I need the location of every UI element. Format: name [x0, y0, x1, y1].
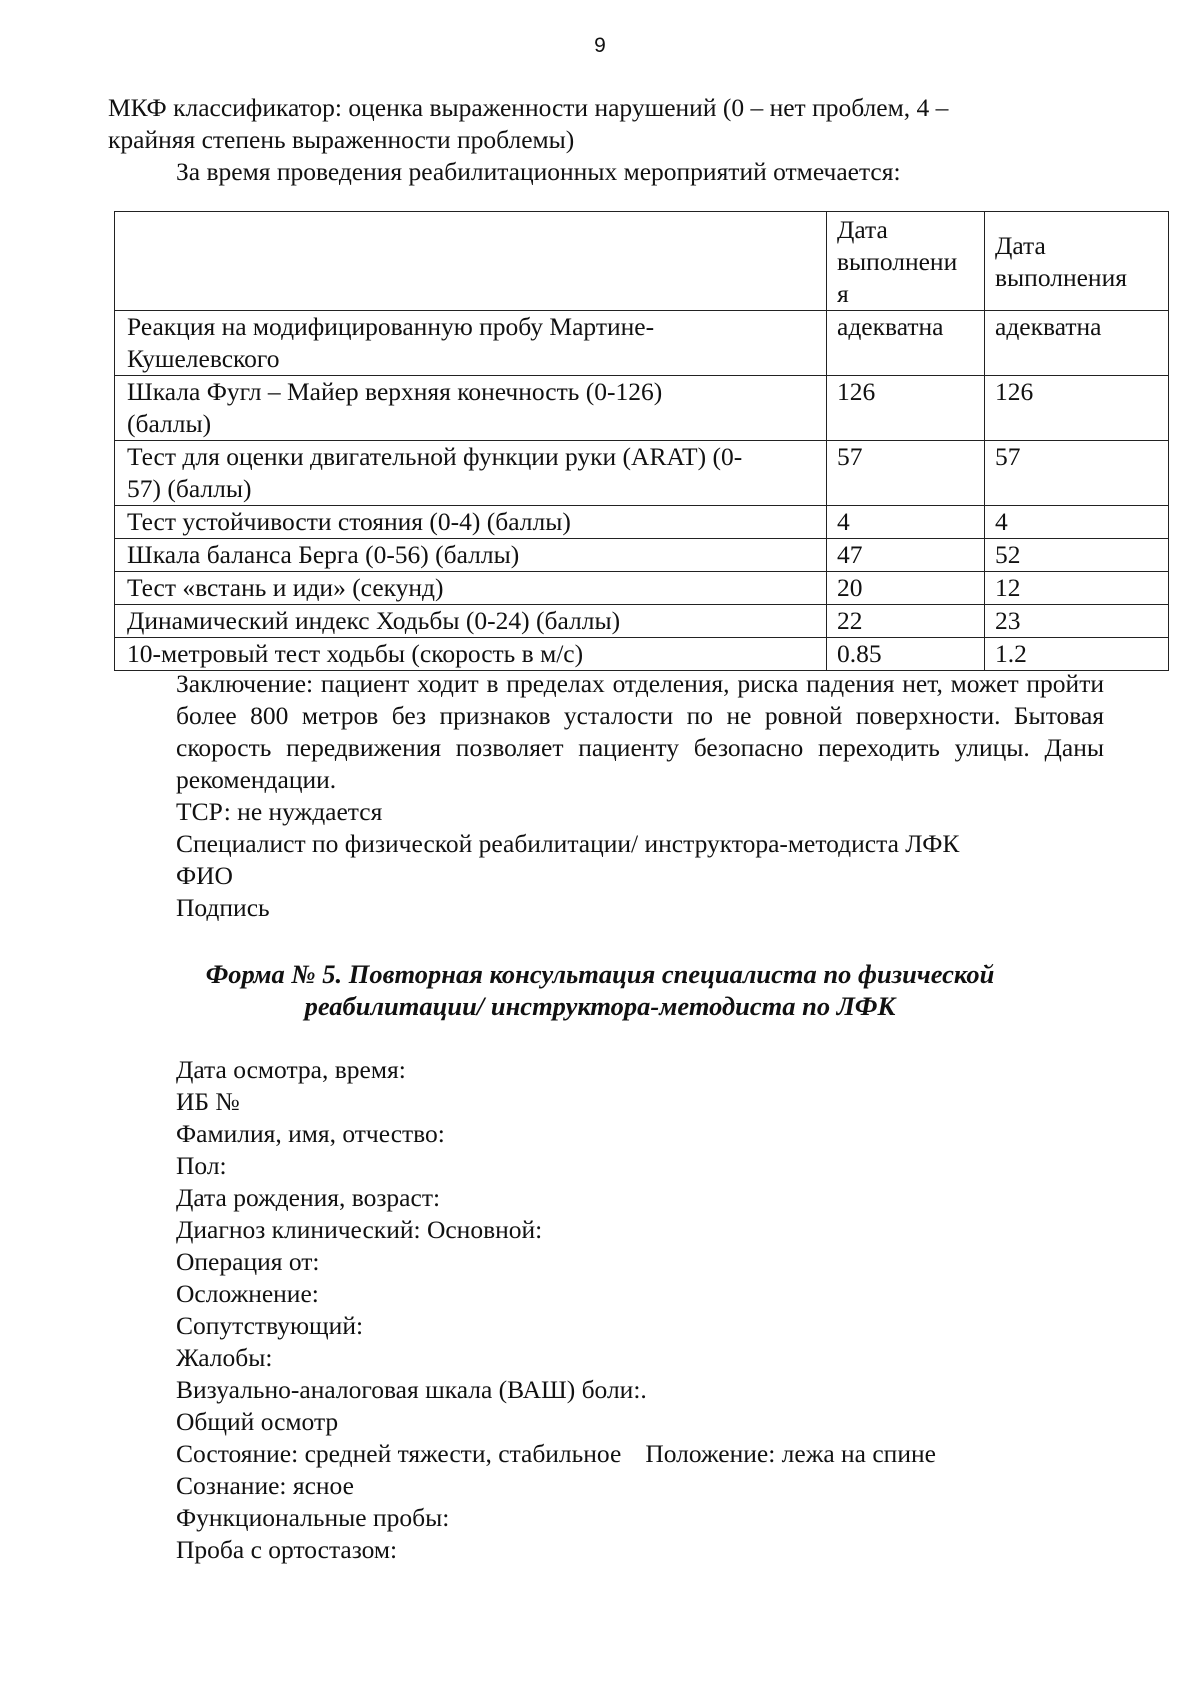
specialist-line: Специалист по физической реабилитации/ инструктора-методиста ЛФК — [176, 829, 960, 858]
row-value-2: 23 — [985, 605, 1169, 638]
row-value-2: 52 — [985, 539, 1169, 572]
signature-line: Подпись — [176, 893, 270, 922]
field-diagnosis: Диагноз клинический: Основной: — [176, 1215, 543, 1244]
header-text: Дата — [995, 231, 1046, 260]
field-sex: Пол: — [176, 1151, 227, 1180]
field-operation: Операция от: — [176, 1247, 320, 1276]
table-row — [115, 441, 1169, 506]
row-value-2: 4 — [985, 506, 1169, 539]
row-label: Динамический индекс Ходьбы (0-24) (баллы) — [115, 605, 827, 638]
field-general-exam: Общий осмотр — [176, 1407, 339, 1436]
row-label: Тест устойчивости стояния (0-4) (баллы) — [115, 506, 827, 539]
row-label — [115, 311, 827, 376]
row-label-text: (баллы) — [127, 409, 212, 438]
header-text: выполнени — [837, 247, 958, 276]
field-concomitant: Сопутствующий: — [176, 1311, 364, 1340]
form-title-line-1: Форма № 5. Повторная консультация специалиста по физической — [205, 959, 995, 989]
row-label-text: Кушелевского — [127, 344, 280, 373]
field-consciousness: Сознание: ясное — [176, 1471, 354, 1500]
row-label: 10-метровый тест ходьбы (скорость в м/с) — [115, 638, 827, 671]
field-state-row — [176, 1438, 936, 1470]
row-value-1: 47 — [827, 539, 985, 572]
intro-line-2: крайняя степень выраженности проблемы) — [108, 125, 575, 154]
row-value-1: 22 — [827, 605, 985, 638]
intro-line-1: МКФ классификатор: оценка выраженности нарушений (0 – нет проблем, 4 – — [108, 93, 949, 122]
row-label-text: Реакция на модифицированную пробу Мартине- — [127, 312, 655, 341]
row-value-2: 12 — [985, 572, 1169, 605]
header-empty-cell — [115, 212, 827, 311]
field-orthostasis: Проба с ортостазом: — [176, 1535, 398, 1564]
row-value-1: 57 — [827, 441, 985, 506]
intro-line-3: За время проведения реабилитационных мероприятий отмечается: — [176, 157, 901, 186]
field-exam-date: Дата осмотра, время: — [176, 1055, 406, 1084]
table-row — [115, 572, 1169, 605]
row-label — [115, 376, 827, 441]
tsr-line: ТСР: не нуждается — [176, 797, 383, 826]
row-value-2: 57 — [985, 441, 1169, 506]
field-ib: ИБ № — [176, 1087, 240, 1116]
header-date-col-1 — [827, 212, 985, 311]
header-text: Дата — [837, 215, 888, 244]
fio-line: ФИО — [176, 861, 233, 890]
row-value-1: 4 — [827, 506, 985, 539]
row-label-text: 57) (баллы) — [127, 474, 252, 503]
table-row — [115, 376, 1169, 441]
field-complaints: Жалобы: — [176, 1343, 273, 1372]
row-label-text: Тест для оценки двигательной функции руки (ARAT) (0- — [127, 442, 743, 471]
table-row — [115, 539, 1169, 572]
row-value-1: 0.85 — [827, 638, 985, 671]
row-value-2: адекватна — [985, 311, 1169, 376]
row-value-1: 126 — [827, 376, 985, 441]
row-value-2: 1.2 — [985, 638, 1169, 671]
table-row — [115, 311, 1169, 376]
table-header-row — [115, 212, 1169, 311]
header-text: я — [837, 279, 849, 308]
header-date-col-2 — [985, 212, 1169, 311]
row-label: Тест «встань и иди» (секунд) — [115, 572, 827, 605]
row-label: Шкала баланса Берга (0-56) (баллы) — [115, 539, 827, 572]
row-label-text: Шкала Фугл – Майер верхняя конечность (0-126) — [127, 377, 663, 406]
field-name: Фамилия, имя, отчество: — [176, 1119, 445, 1148]
table-row — [115, 506, 1169, 539]
header-text: выполнения — [995, 263, 1127, 292]
row-value-1: адекватна — [827, 311, 985, 376]
conclusion-paragraph: Заключение: пациент ходит в пределах отделения, риска падения нет, может пройти более 800 метров без признаков усталости по не ровной поверхности. Бытовая скорость передвижения позволяет пациенту безопасно переходить улицы. Даны рекомендации. — [176, 669, 1104, 794]
rehab-results-table — [114, 211, 1169, 671]
field-birth: Дата рождения, возраст: — [176, 1183, 441, 1212]
field-functional-tests: Функциональные пробы: — [176, 1503, 450, 1532]
row-value-1: 20 — [827, 572, 985, 605]
field-vas: Визуально-аналоговая шкала (ВАШ) боли:. — [176, 1375, 647, 1404]
page-number: 9 — [594, 34, 606, 57]
row-label — [115, 441, 827, 506]
field-position: Положение: лежа на спине — [645, 1439, 936, 1468]
field-state: Состояние: средней тяжести, стабильное — [176, 1439, 622, 1468]
table-row — [115, 605, 1169, 638]
table-row — [115, 638, 1169, 671]
form-5-title — [0, 958, 1200, 1022]
row-value-2: 126 — [985, 376, 1169, 441]
field-complication: Осложнение: — [176, 1279, 319, 1308]
form-title-line-2: реабилитации/ инструктора-методиста по ЛФК — [304, 991, 896, 1021]
